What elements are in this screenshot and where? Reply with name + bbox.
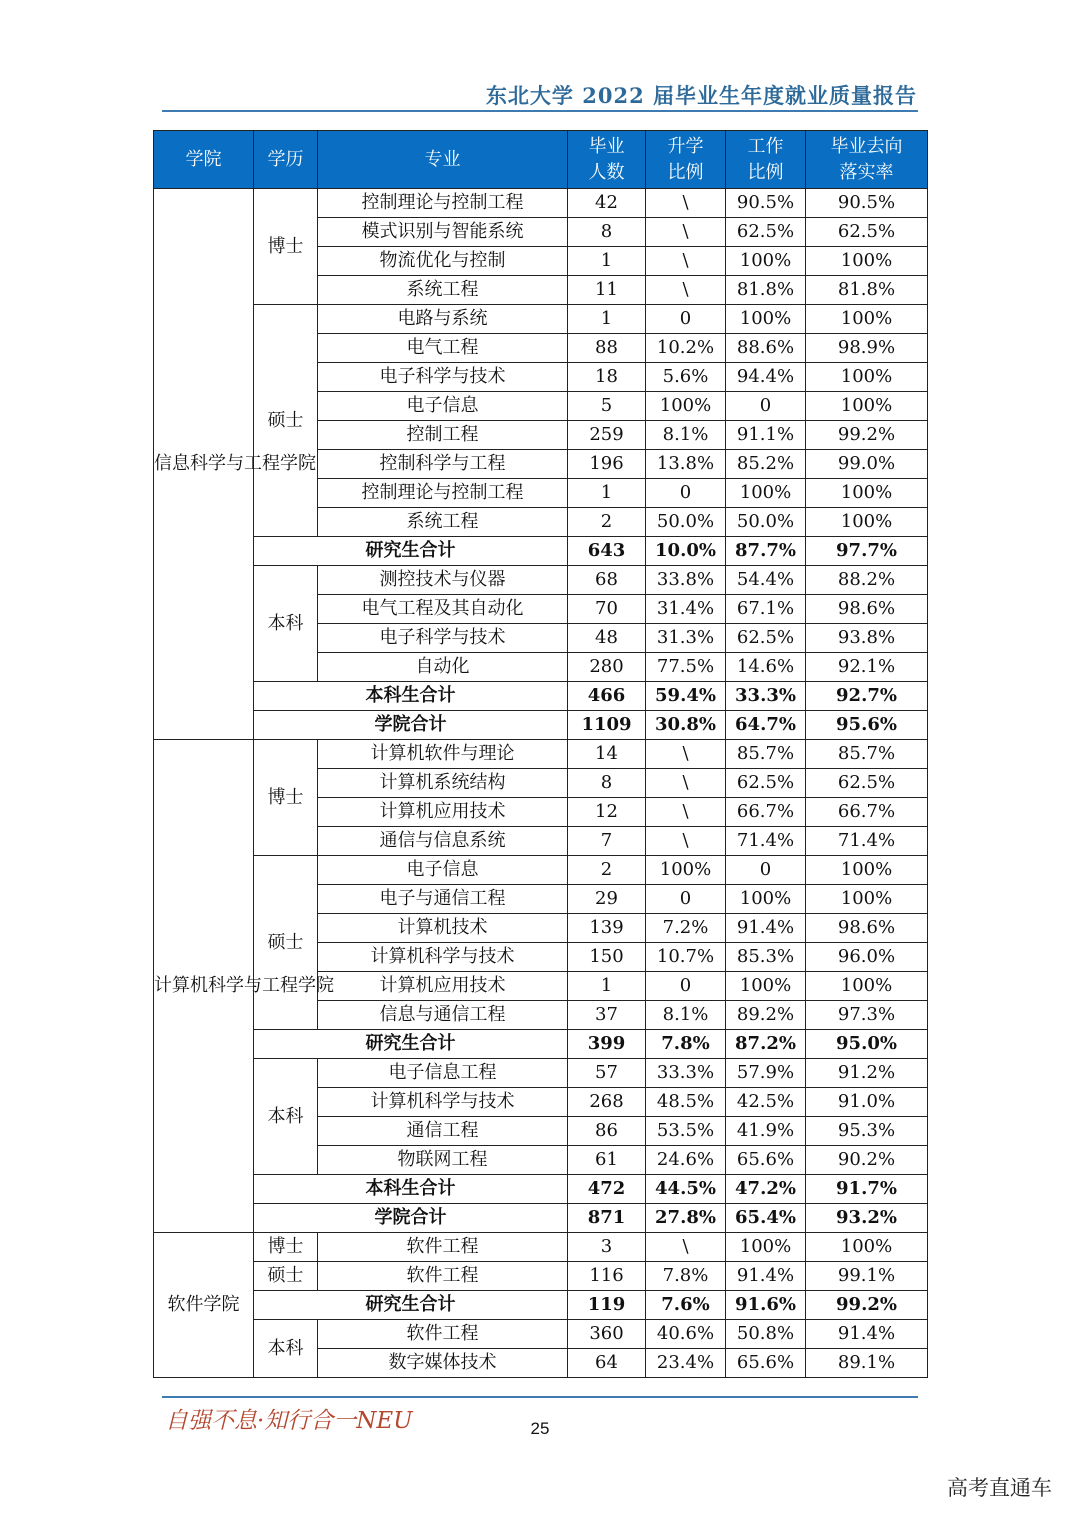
table-row bbox=[154, 1059, 928, 1088]
college-cell: 计算机科学与工程学院 bbox=[154, 740, 254, 1233]
graduates-cell: 3 bbox=[568, 1233, 646, 1262]
major-cell: 控制理论与控制工程 bbox=[318, 189, 568, 218]
degree-cell: 博士 bbox=[254, 189, 318, 305]
further-study-cell: 23.4% bbox=[646, 1349, 726, 1378]
graduates-cell: 14 bbox=[568, 740, 646, 769]
table-row bbox=[154, 856, 928, 885]
report-title: 东北大学 2022 届毕业生年度就业质量报告 bbox=[485, 83, 917, 108]
subtotal-row bbox=[154, 1175, 928, 1204]
graduates-cell: 472 bbox=[568, 1175, 646, 1204]
graduates-cell: 466 bbox=[568, 682, 646, 711]
subtotal-label: 研究生合计 bbox=[254, 1030, 568, 1059]
graduates-cell: 280 bbox=[568, 653, 646, 682]
placement-rate-cell: 100% bbox=[806, 972, 928, 1001]
graduates-cell: 2 bbox=[568, 856, 646, 885]
major-cell: 计算机技术 bbox=[318, 914, 568, 943]
placement-rate-cell: 62.5% bbox=[806, 769, 928, 798]
further-study-cell: 33.8% bbox=[646, 566, 726, 595]
graduates-cell: 18 bbox=[568, 363, 646, 392]
further-study-cell: 40.6% bbox=[646, 1320, 726, 1349]
placement-rate-cell: 90.5% bbox=[806, 189, 928, 218]
placement-rate-cell: 91.4% bbox=[806, 1320, 928, 1349]
table-row bbox=[154, 1262, 928, 1291]
college-cell: 信息科学与工程学院 bbox=[154, 189, 254, 740]
major-cell: 计算机系统结构 bbox=[318, 769, 568, 798]
further-study-cell: 13.8% bbox=[646, 450, 726, 479]
major-cell: 通信工程 bbox=[318, 1117, 568, 1146]
graduates-cell: 871 bbox=[568, 1204, 646, 1233]
employment-cell: 89.2% bbox=[726, 1001, 806, 1030]
employment-cell: 57.9% bbox=[726, 1059, 806, 1088]
graduates-cell: 61 bbox=[568, 1146, 646, 1175]
employment-cell: 62.5% bbox=[726, 624, 806, 653]
further-study-cell: \ bbox=[646, 769, 726, 798]
table-row bbox=[154, 189, 928, 218]
table-row bbox=[154, 305, 928, 334]
major-cell: 电气工程及其自动化 bbox=[318, 595, 568, 624]
major-cell: 计算机软件与理论 bbox=[318, 740, 568, 769]
col-header-major: 专业 bbox=[318, 131, 568, 189]
degree-cell: 本科 bbox=[254, 1320, 318, 1378]
further-study-cell: 33.3% bbox=[646, 1059, 726, 1088]
employment-cell: 14.6% bbox=[726, 653, 806, 682]
placement-rate-cell: 97.7% bbox=[806, 537, 928, 566]
further-study-cell: 8.1% bbox=[646, 421, 726, 450]
placement-rate-cell: 91.7% bbox=[806, 1175, 928, 1204]
col-header-degree: 学历 bbox=[254, 131, 318, 189]
placement-rate-cell: 90.2% bbox=[806, 1146, 928, 1175]
major-cell: 电子科学与技术 bbox=[318, 363, 568, 392]
graduates-cell: 12 bbox=[568, 798, 646, 827]
placement-rate-cell: 100% bbox=[806, 479, 928, 508]
table-header-row bbox=[154, 131, 928, 189]
college-cell: 软件学院 bbox=[154, 1233, 254, 1378]
further-study-cell: 100% bbox=[646, 856, 726, 885]
source-watermark: 高考直通车 bbox=[947, 1476, 1052, 1500]
employment-cell: 91.1% bbox=[726, 421, 806, 450]
employment-cell: 0 bbox=[726, 856, 806, 885]
degree-cell: 硕士 bbox=[254, 305, 318, 537]
further-study-cell: \ bbox=[646, 247, 726, 276]
header-divider bbox=[162, 110, 918, 112]
university-motto: 自强不息·知行合一NEU bbox=[165, 1408, 413, 1434]
graduates-cell: 64 bbox=[568, 1349, 646, 1378]
employment-cell: 90.5% bbox=[726, 189, 806, 218]
further-study-cell: 7.8% bbox=[646, 1030, 726, 1059]
employment-cell: 87.2% bbox=[726, 1030, 806, 1059]
placement-rate-cell: 100% bbox=[806, 508, 928, 537]
major-cell: 计算机科学与技术 bbox=[318, 1088, 568, 1117]
graduates-cell: 37 bbox=[568, 1001, 646, 1030]
employment-cell: 100% bbox=[726, 247, 806, 276]
placement-rate-cell: 100% bbox=[806, 305, 928, 334]
employment-cell: 64.7% bbox=[726, 711, 806, 740]
subtotal-row bbox=[154, 1030, 928, 1059]
degree-cell: 硕士 bbox=[254, 856, 318, 1030]
placement-rate-cell: 100% bbox=[806, 856, 928, 885]
major-cell: 软件工程 bbox=[318, 1320, 568, 1349]
subtotal-row bbox=[154, 711, 928, 740]
placement-rate-cell: 85.7% bbox=[806, 740, 928, 769]
employment-cell: 42.5% bbox=[726, 1088, 806, 1117]
major-cell: 电子信息 bbox=[318, 392, 568, 421]
placement-rate-cell: 89.1% bbox=[806, 1349, 928, 1378]
graduates-cell: 360 bbox=[568, 1320, 646, 1349]
major-cell: 信息与通信工程 bbox=[318, 1001, 568, 1030]
employment-cell: 85.3% bbox=[726, 943, 806, 972]
graduates-cell: 88 bbox=[568, 334, 646, 363]
further-study-cell: 31.4% bbox=[646, 595, 726, 624]
further-study-cell: 30.8% bbox=[646, 711, 726, 740]
further-study-cell: 5.6% bbox=[646, 363, 726, 392]
col-header-college: 学院 bbox=[154, 131, 254, 189]
placement-rate-cell: 97.3% bbox=[806, 1001, 928, 1030]
graduates-cell: 8 bbox=[568, 769, 646, 798]
subtotal-label: 本科生合计 bbox=[254, 1175, 568, 1204]
degree-cell: 本科 bbox=[254, 566, 318, 682]
major-cell: 物流优化与控制 bbox=[318, 247, 568, 276]
placement-rate-cell: 96.0% bbox=[806, 943, 928, 972]
placement-rate-cell: 100% bbox=[806, 363, 928, 392]
placement-rate-cell: 99.1% bbox=[806, 1262, 928, 1291]
placement-rate-cell: 91.0% bbox=[806, 1088, 928, 1117]
major-cell: 电路与系统 bbox=[318, 305, 568, 334]
further-study-cell: \ bbox=[646, 1233, 726, 1262]
degree-cell: 博士 bbox=[254, 1233, 318, 1262]
placement-rate-cell: 99.0% bbox=[806, 450, 928, 479]
further-study-cell: 0 bbox=[646, 972, 726, 1001]
employment-cell: 65.6% bbox=[726, 1146, 806, 1175]
col-header-placement-rate: 毕业去向落实率 bbox=[806, 131, 928, 189]
further-study-cell: 77.5% bbox=[646, 653, 726, 682]
employment-cell: 50.0% bbox=[726, 508, 806, 537]
employment-cell: 91.4% bbox=[726, 914, 806, 943]
placement-rate-cell: 98.9% bbox=[806, 334, 928, 363]
degree-cell: 硕士 bbox=[254, 1262, 318, 1291]
major-cell: 计算机应用技术 bbox=[318, 798, 568, 827]
graduates-cell: 1 bbox=[568, 247, 646, 276]
further-study-cell: 50.0% bbox=[646, 508, 726, 537]
employment-cell: 85.7% bbox=[726, 740, 806, 769]
employment-cell: 87.7% bbox=[726, 537, 806, 566]
placement-rate-cell: 99.2% bbox=[806, 1291, 928, 1320]
placement-rate-cell: 95.6% bbox=[806, 711, 928, 740]
further-study-cell: 48.5% bbox=[646, 1088, 726, 1117]
major-cell: 模式识别与智能系统 bbox=[318, 218, 568, 247]
major-cell: 测控技术与仪器 bbox=[318, 566, 568, 595]
graduates-cell: 68 bbox=[568, 566, 646, 595]
placement-rate-cell: 71.4% bbox=[806, 827, 928, 856]
subtotal-row bbox=[154, 537, 928, 566]
graduates-cell: 1 bbox=[568, 972, 646, 1001]
page-number: 25 bbox=[530, 1419, 550, 1438]
graduates-cell: 139 bbox=[568, 914, 646, 943]
table-row bbox=[154, 740, 928, 769]
graduates-cell: 29 bbox=[568, 885, 646, 914]
employment-cell: 66.7% bbox=[726, 798, 806, 827]
placement-rate-cell: 92.7% bbox=[806, 682, 928, 711]
further-study-cell: \ bbox=[646, 218, 726, 247]
further-study-cell: 27.8% bbox=[646, 1204, 726, 1233]
col-header-graduates: 毕业人数 bbox=[568, 131, 646, 189]
col-header-further-study: 升学比例 bbox=[646, 131, 726, 189]
table-row bbox=[154, 1320, 928, 1349]
major-cell: 系统工程 bbox=[318, 508, 568, 537]
placement-rate-cell: 100% bbox=[806, 1233, 928, 1262]
further-study-cell: \ bbox=[646, 798, 726, 827]
further-study-cell: 0 bbox=[646, 305, 726, 334]
employment-cell: 91.6% bbox=[726, 1291, 806, 1320]
graduates-cell: 116 bbox=[568, 1262, 646, 1291]
further-study-cell: 8.1% bbox=[646, 1001, 726, 1030]
employment-cell: 94.4% bbox=[726, 363, 806, 392]
major-cell: 电子与通信工程 bbox=[318, 885, 568, 914]
col-header-employment: 工作比例 bbox=[726, 131, 806, 189]
further-study-cell: \ bbox=[646, 189, 726, 218]
graduates-cell: 48 bbox=[568, 624, 646, 653]
major-cell: 系统工程 bbox=[318, 276, 568, 305]
placement-rate-cell: 91.2% bbox=[806, 1059, 928, 1088]
major-cell: 软件工程 bbox=[318, 1262, 568, 1291]
employment-cell: 67.1% bbox=[726, 595, 806, 624]
further-study-cell: 7.2% bbox=[646, 914, 726, 943]
further-study-cell: \ bbox=[646, 827, 726, 856]
placement-rate-cell: 95.0% bbox=[806, 1030, 928, 1059]
graduates-cell: 399 bbox=[568, 1030, 646, 1059]
major-cell: 电子信息工程 bbox=[318, 1059, 568, 1088]
further-study-cell: 0 bbox=[646, 885, 726, 914]
graduates-cell: 119 bbox=[568, 1291, 646, 1320]
placement-rate-cell: 99.2% bbox=[806, 421, 928, 450]
further-study-cell: \ bbox=[646, 276, 726, 305]
subtotal-row bbox=[154, 1291, 928, 1320]
major-cell: 计算机科学与技术 bbox=[318, 943, 568, 972]
further-study-cell: 10.0% bbox=[646, 537, 726, 566]
placement-rate-cell: 100% bbox=[806, 247, 928, 276]
employment-cell: 65.4% bbox=[726, 1204, 806, 1233]
employment-cell: 0 bbox=[726, 392, 806, 421]
employment-cell: 65.6% bbox=[726, 1349, 806, 1378]
major-cell: 电子科学与技术 bbox=[318, 624, 568, 653]
further-study-cell: 24.6% bbox=[646, 1146, 726, 1175]
placement-rate-cell: 98.6% bbox=[806, 595, 928, 624]
major-cell: 软件工程 bbox=[318, 1233, 568, 1262]
employment-cell: 100% bbox=[726, 1233, 806, 1262]
major-cell: 通信与信息系统 bbox=[318, 827, 568, 856]
subtotal-label: 学院合计 bbox=[254, 1204, 568, 1233]
graduates-cell: 2 bbox=[568, 508, 646, 537]
placement-rate-cell: 98.6% bbox=[806, 914, 928, 943]
major-cell: 物联网工程 bbox=[318, 1146, 568, 1175]
further-study-cell: 7.6% bbox=[646, 1291, 726, 1320]
graduates-cell: 150 bbox=[568, 943, 646, 972]
major-cell: 计算机应用技术 bbox=[318, 972, 568, 1001]
graduates-cell: 5 bbox=[568, 392, 646, 421]
employment-cell: 71.4% bbox=[726, 827, 806, 856]
graduates-cell: 259 bbox=[568, 421, 646, 450]
major-cell: 控制理论与控制工程 bbox=[318, 479, 568, 508]
employment-cell: 47.2% bbox=[726, 1175, 806, 1204]
major-cell: 数字媒体技术 bbox=[318, 1349, 568, 1378]
placement-rate-cell: 81.8% bbox=[806, 276, 928, 305]
placement-rate-cell: 95.3% bbox=[806, 1117, 928, 1146]
employment-cell: 100% bbox=[726, 885, 806, 914]
major-cell: 自动化 bbox=[318, 653, 568, 682]
graduates-cell: 42 bbox=[568, 189, 646, 218]
employment-cell: 41.9% bbox=[726, 1117, 806, 1146]
subtotal-label: 学院合计 bbox=[254, 711, 568, 740]
placement-rate-cell: 93.8% bbox=[806, 624, 928, 653]
further-study-cell: \ bbox=[646, 740, 726, 769]
graduates-cell: 196 bbox=[568, 450, 646, 479]
employment-cell: 62.5% bbox=[726, 218, 806, 247]
further-study-cell: 10.7% bbox=[646, 943, 726, 972]
table-row bbox=[154, 566, 928, 595]
employment-cell: 81.8% bbox=[726, 276, 806, 305]
table-body bbox=[154, 189, 928, 1378]
employment-cell: 100% bbox=[726, 305, 806, 334]
subtotal-label: 本科生合计 bbox=[254, 682, 568, 711]
placement-rate-cell: 92.1% bbox=[806, 653, 928, 682]
employment-cell: 33.3% bbox=[726, 682, 806, 711]
further-study-cell: 0 bbox=[646, 479, 726, 508]
graduates-cell: 268 bbox=[568, 1088, 646, 1117]
graduates-cell: 1 bbox=[568, 305, 646, 334]
further-study-cell: 100% bbox=[646, 392, 726, 421]
placement-rate-cell: 66.7% bbox=[806, 798, 928, 827]
major-cell: 电子信息 bbox=[318, 856, 568, 885]
employment-table bbox=[153, 130, 928, 1378]
subtotal-row bbox=[154, 682, 928, 711]
graduates-cell: 11 bbox=[568, 276, 646, 305]
employment-cell: 85.2% bbox=[726, 450, 806, 479]
placement-rate-cell: 100% bbox=[806, 392, 928, 421]
degree-cell: 本科 bbox=[254, 1059, 318, 1175]
further-study-cell: 59.4% bbox=[646, 682, 726, 711]
employment-cell: 100% bbox=[726, 972, 806, 1001]
table-row bbox=[154, 1233, 928, 1262]
employment-cell: 88.6% bbox=[726, 334, 806, 363]
further-study-cell: 53.5% bbox=[646, 1117, 726, 1146]
placement-rate-cell: 62.5% bbox=[806, 218, 928, 247]
subtotal-label: 研究生合计 bbox=[254, 1291, 568, 1320]
placement-rate-cell: 93.2% bbox=[806, 1204, 928, 1233]
major-cell: 电气工程 bbox=[318, 334, 568, 363]
further-study-cell: 7.8% bbox=[646, 1262, 726, 1291]
graduates-cell: 8 bbox=[568, 218, 646, 247]
major-cell: 控制科学与工程 bbox=[318, 450, 568, 479]
subtotal-row bbox=[154, 1204, 928, 1233]
placement-rate-cell: 88.2% bbox=[806, 566, 928, 595]
employment-cell: 62.5% bbox=[726, 769, 806, 798]
graduates-cell: 1 bbox=[568, 479, 646, 508]
employment-cell: 54.4% bbox=[726, 566, 806, 595]
graduates-cell: 57 bbox=[568, 1059, 646, 1088]
placement-rate-cell: 100% bbox=[806, 885, 928, 914]
graduates-cell: 643 bbox=[568, 537, 646, 566]
degree-cell: 博士 bbox=[254, 740, 318, 856]
further-study-cell: 10.2% bbox=[646, 334, 726, 363]
graduates-cell: 70 bbox=[568, 595, 646, 624]
footer-divider bbox=[162, 1396, 918, 1398]
graduates-cell: 7 bbox=[568, 827, 646, 856]
further-study-cell: 44.5% bbox=[646, 1175, 726, 1204]
subtotal-label: 研究生合计 bbox=[254, 537, 568, 566]
graduates-cell: 86 bbox=[568, 1117, 646, 1146]
employment-cell: 100% bbox=[726, 479, 806, 508]
employment-cell: 50.8% bbox=[726, 1320, 806, 1349]
further-study-cell: 31.3% bbox=[646, 624, 726, 653]
major-cell: 控制工程 bbox=[318, 421, 568, 450]
graduates-cell: 1109 bbox=[568, 711, 646, 740]
employment-cell: 91.4% bbox=[726, 1262, 806, 1291]
